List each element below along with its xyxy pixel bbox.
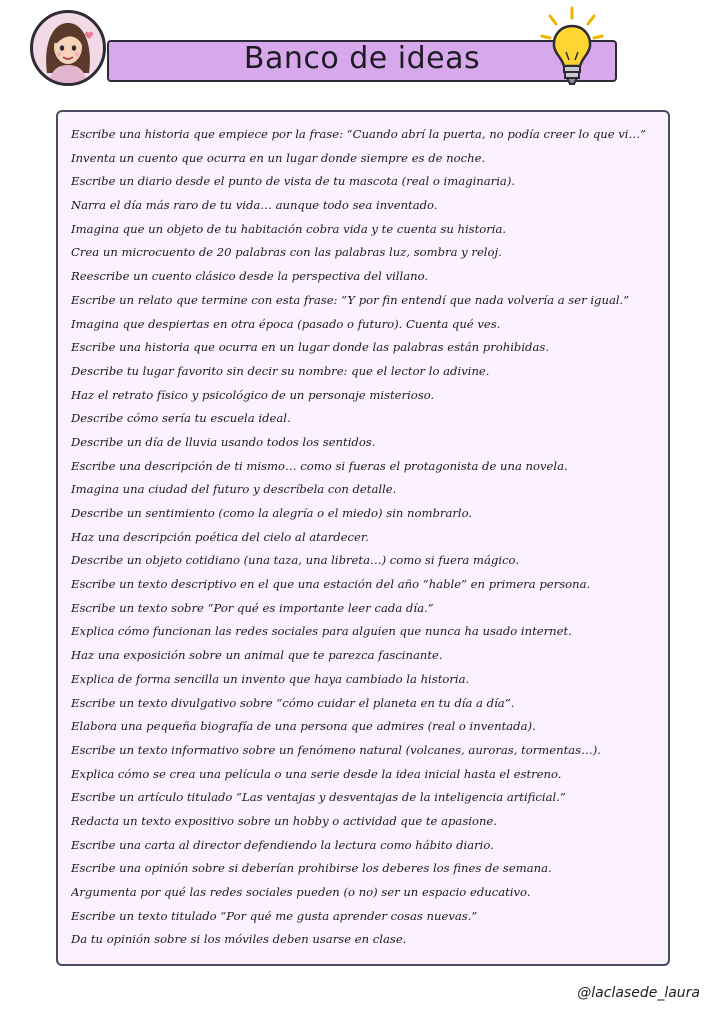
list-item: Narra el día más raro de tu vida… aunque todo sea inventado.	[71, 198, 438, 213]
list-item: Describe un objeto cotidiano (una taza, una libreta…) como si fuera mágico.	[71, 553, 520, 568]
list-item: Imagina que despiertas en otra época (pasado o futuro). Cuenta qué ves.	[71, 316, 501, 331]
list-item: Escribe una descripción de ti mismo… como si fueras el protagonista de una novela.	[71, 458, 568, 473]
list-item: Escribe un texto divulgativo sobre “cómo cuidar el planeta en tu día a día”.	[71, 695, 515, 710]
list-item: Crea un microcuento de 20 palabras con las palabras luz, sombra y reloj.	[71, 245, 502, 260]
avatar	[30, 10, 106, 86]
list-item: Describe tu lugar favorito sin decir su nombre: que el lector lo adivine.	[71, 363, 490, 378]
list-item: Imagina una ciudad del futuro y descríbela con detalle.	[71, 482, 397, 497]
list-item: Argumenta por qué las redes sociales pueden (o no) ser un espacio educativo.	[71, 885, 531, 899]
list-item: Explica cómo funcionan las redes sociales para alguien que nunca ha usado internet.	[71, 624, 572, 639]
list-item: Haz una descripción poética del cielo al atardecer.	[71, 529, 369, 544]
list-item: Escribe una historia que ocurra en un lugar donde las palabras están prohibidas.	[71, 340, 549, 355]
list-item: Explica de forma sencilla un invento que haya cambiado la historia.	[71, 671, 470, 686]
list-item: Escribe una historia que empiece por la frase: “Cuando abrí la puerta, no podía creer lo que vi…”	[71, 127, 647, 141]
list-item: Escribe un relato que termine con esta frase: “Y por fin entendí que nada volvería a ser igual.”	[71, 292, 630, 307]
list-item: Elabora una pequeña biografía de una persona que admires (real o inventada).	[71, 719, 536, 734]
list-item: Escribe un diario desde el punto de vista de tu mascota (real o imaginaria).	[71, 174, 516, 189]
list-item: Inventa un cuento que ocurra en un lugar donde siempre es de noche.	[71, 150, 486, 165]
list-item: Imagina que un objeto de tu habitación cobra vida y te cuenta su historia.	[71, 221, 507, 236]
list-item: Escribe una carta al director defendiendo la lectura como hábito diario.	[71, 837, 494, 852]
author-handle: @laclasede_laura	[577, 985, 700, 1001]
list-item: Escribe un texto sobre “Por qué es importante leer cada día.”	[71, 600, 434, 615]
list-item: Describe cómo sería tu escuela ideal.	[71, 411, 291, 426]
list-item: Escribe un texto titulado “Por qué me gusta aprender cosas nuevas.”	[71, 908, 478, 923]
list-item: Escribe una opinión sobre si deberían prohibirse los deberes los fines de semana.	[71, 861, 552, 876]
list-item: Da tu opinión sobre si los móviles deben usarse en clase.	[71, 932, 407, 947]
list-item: Redacta un texto expositivo sobre un hobby o actividad que te apasione.	[71, 813, 497, 828]
list-item: Explica cómo se crea una película o una serie desde la idea inicial hasta el estreno.	[71, 766, 562, 781]
ideas-panel	[56, 110, 670, 966]
ideas-list	[58, 112, 668, 952]
list-item: Escribe un texto descriptivo en el que una estación del año “hable” en primera persona.	[71, 577, 591, 592]
list-item: Describe un día de lluvia usando todos los sentidos.	[71, 434, 376, 449]
list-item: Reescribe un cuento clásico desde la perspectiva del villano.	[71, 269, 429, 284]
girl-avatar-icon	[33, 13, 103, 83]
list-item: Escribe un texto informativo sobre un fenómeno natural (volcanes, auroras, tormentas…).	[71, 742, 601, 757]
list-item: Escribe un artículo titulado “Las ventajas y desventajas de la inteligencia artificial.”	[71, 790, 566, 805]
page-title: Banco de ideas	[243, 40, 481, 76]
list-item: Haz el retrato físico y psicológico de un personaje misterioso.	[71, 387, 435, 402]
list-item: Describe un sentimiento (como la alegría o el miedo) sin nombrarlo.	[71, 506, 473, 520]
list-item: Haz una exposición sobre un animal que te parezca fascinante.	[71, 648, 443, 663]
lightbulb-icon	[536, 4, 608, 96]
